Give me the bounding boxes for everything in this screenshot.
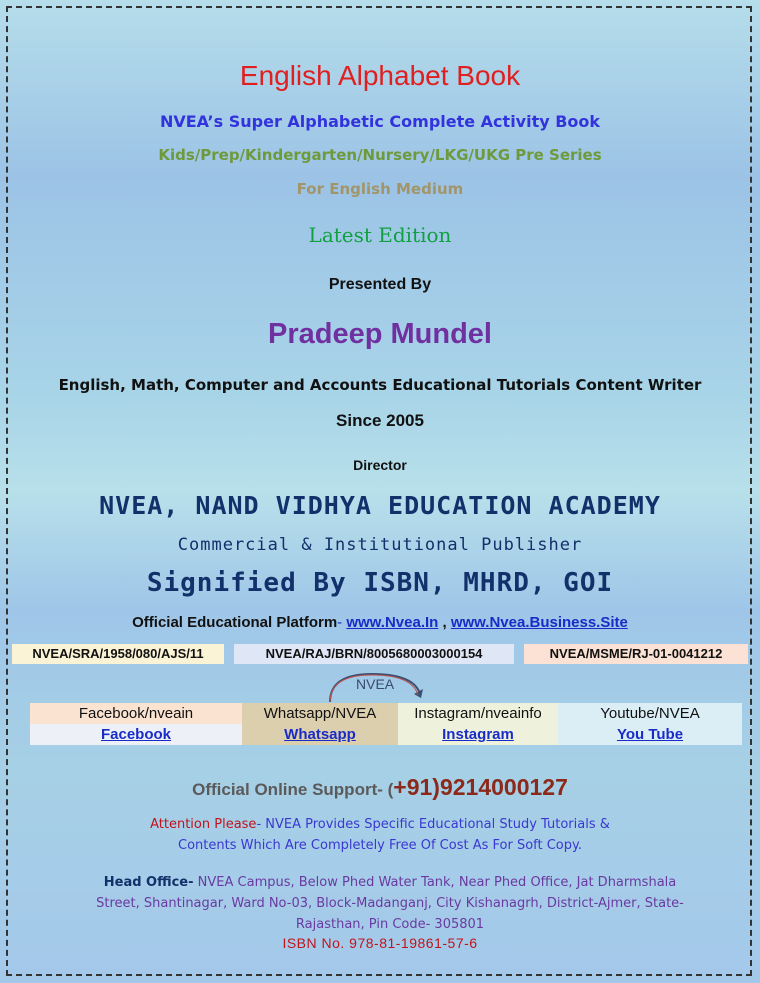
website-link[interactable]: www.Nvea.In: [346, 614, 439, 631]
registration-bar: [12, 644, 748, 664]
signified-line: Signified By ISBN, MHRD, GOI: [146, 568, 614, 598]
since-year: Since 2005: [336, 411, 424, 430]
support-phone[interactable]: +91)9214000127: [393, 774, 568, 800]
support-label: Official Online Support- (: [192, 780, 394, 799]
author-name: Pradeep Mundel: [268, 318, 492, 350]
academy-name: NVEA, NAND VIDHYA EDUCATION ACADEMY: [99, 491, 661, 520]
social-links-table: [30, 703, 742, 745]
attention-note: [150, 814, 610, 856]
platform-dash: -: [337, 614, 347, 631]
instagram-handle: Instagram/nveainfo: [398, 703, 558, 724]
whatsapp-link[interactable]: Whatsapp: [242, 724, 398, 745]
publisher-line: Commercial & Institutional Publisher: [177, 535, 583, 555]
whatsapp-handle: Whatsapp/NVEA: [242, 703, 398, 724]
attention-label: Attention Please: [150, 817, 257, 832]
link-separator: ,: [438, 614, 451, 631]
support-line: [0, 774, 760, 801]
registration-sra: NVEA/SRA/1958/080/AJS/11: [12, 644, 224, 664]
platform-label: Official Educational Platform: [132, 614, 338, 631]
facebook-link[interactable]: Facebook: [30, 724, 242, 745]
office-label: Head Office-: [103, 875, 194, 890]
book-subtitle: NVEA’s Super Alphabetic Complete Activity Book: [159, 112, 601, 131]
instagram-link[interactable]: Instagram: [398, 724, 558, 745]
edition-label: Latest Edition: [308, 223, 452, 247]
book-series: Kids/Prep/Kindergarten/Nursery/LKG/UKG Pre Series: [158, 146, 602, 164]
book-title: English Alphabet Book: [239, 60, 521, 91]
youtube-handle: Youtube/NVEA: [558, 703, 742, 724]
presented-by: Presented By: [328, 276, 432, 293]
registration-raj: NVEA/RAJ/BRN/8005680003000154: [234, 644, 514, 664]
social-youtube: [558, 703, 742, 745]
head-office-address: [95, 872, 685, 935]
office-text: NVEA Campus, Below Phed Water Tank, Near Phed Office, Jat Dharmshala Street, Shantinagar, Ward No-03, Block-Madanganj, City Kishanagrh, District-Ajmer, State-Rajasthan, Pin Code- 305801: [96, 875, 684, 932]
business-site-link[interactable]: www.Nvea.Business.Site: [450, 614, 628, 631]
isbn-number: ISBN No. 978-81-19861-57-6: [282, 935, 478, 951]
facebook-handle: Facebook/nveain: [30, 703, 242, 724]
social-instagram: [398, 703, 558, 745]
platform-line: [0, 614, 760, 631]
social-facebook: [30, 703, 242, 745]
youtube-link[interactable]: You Tube: [558, 724, 742, 745]
author-role: English, Math, Computer and Accounts Educational Tutorials Content Writer: [58, 376, 702, 394]
registration-msme: NVEA/MSME/RJ-01-0041212: [524, 644, 748, 664]
author-position: Director: [353, 457, 407, 473]
nvea-badge: NVEA: [356, 676, 395, 692]
social-whatsapp: [242, 703, 398, 745]
attention-text: - NVEA Provides Specific Educational Study Tutorials & Contents Which Are Completely Free Of Cost As For Soft Copy.: [178, 817, 610, 853]
book-medium: For English Medium: [296, 180, 464, 198]
